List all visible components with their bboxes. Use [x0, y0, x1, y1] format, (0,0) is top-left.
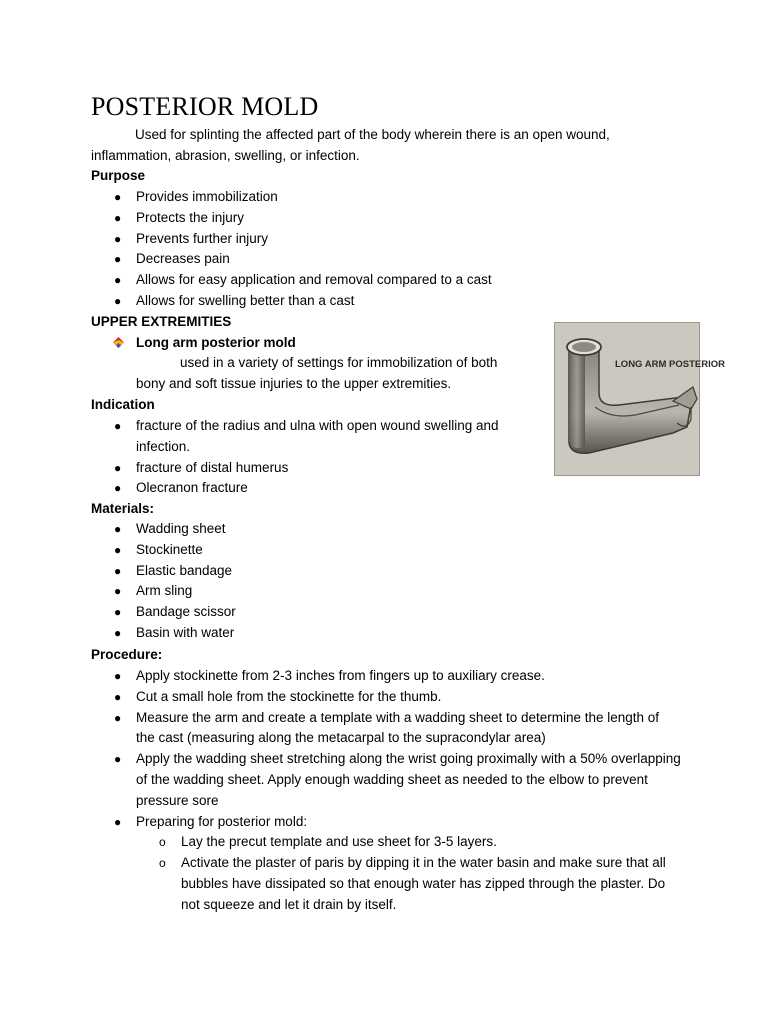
long-arm-description: used in a variety of settings for immobilization of both bony and soft tissue injuries to the upper extremities. [136, 355, 498, 391]
circle-bullet-icon: o [159, 835, 166, 850]
list-item: ● Cut a small hole from the stockinette for the thumb. [91, 687, 681, 708]
list-item: ● Bandage scissor [91, 602, 671, 623]
bullet-icon: ● [114, 625, 122, 640]
bullet-icon: ● [114, 542, 122, 557]
bullet-icon: ● [114, 710, 122, 725]
procedure-heading: Procedure: [91, 647, 163, 662]
purpose-list [91, 187, 671, 312]
materials-list [91, 519, 671, 644]
list-item: ● Stockinette [91, 540, 671, 561]
purpose-heading: Purpose [91, 168, 146, 183]
intro-paragraph: Used for splinting the affected part of the body wherein there is an open wound, inflammation, abrasion, swelling, or infection. [91, 127, 610, 163]
list-item: ● Olecranon fracture [91, 478, 521, 499]
procedure-list [91, 666, 681, 916]
bullet-icon: ● [114, 190, 122, 204]
page-title: POSTERIOR MOLD [91, 92, 319, 121]
list-item: ● Protects the injury [91, 208, 671, 229]
list-item: ● Decreases pain [91, 249, 671, 270]
long-arm-posterior-image [554, 322, 725, 476]
sub-list-item: o Activate the plaster of paris by dipping it in the water basin and make sure that all bubbles have dissipated so that enough water has zipped through the plaster. Do not squeeze and let it drain by itself. [159, 855, 666, 912]
bullet-icon: ● [114, 584, 122, 599]
bullet-icon: ● [114, 563, 122, 578]
upper-extremities-heading: UPPER EXTREMITIES [91, 314, 232, 329]
arm-mold-illustration [555, 323, 725, 475]
long-arm-subheading: Long arm posterior mold [136, 333, 296, 353]
bullet-icon: ● [114, 752, 122, 767]
list-item: ● Apply the wadding sheet stretching along the wrist going proximally with a 50% overlapping of the wadding sheet. Apply enough wadding sheet as needed to the elbow to prevent pressure sore [114, 751, 681, 808]
bullet-icon: ● [114, 293, 122, 308]
bullet-icon: ● [114, 419, 122, 433]
list-item: ● Allows for easy application and removal compared to a cast [91, 270, 671, 291]
list-item: ● Arm sling [91, 581, 671, 602]
list-item: ● Apply stockinette from 2-3 inches from fingers up to auxiliary crease. [91, 666, 681, 687]
bullet-icon: ● [114, 481, 122, 496]
arrow-bullet-icon [113, 337, 124, 348]
sub-list-item: o Lay the precut template and use sheet for 3-5 layers. [136, 832, 681, 853]
bullet-icon: ● [114, 273, 122, 288]
bullet-icon: ● [114, 669, 122, 683]
list-item: ● Prevents further injury [91, 229, 671, 250]
bullet-icon: ● [114, 522, 122, 536]
list-item: ● Preparing for posterior mold: o Lay the precut template and use sheet for 3-5 layers. o Activate the plaster of paris by dipping it in the water basin and make sure that all bubbles have dissipated so that enough water has zipped through the plaster. Do not squeeze and let it drain by itself. [91, 812, 681, 916]
bullet-icon: ● [114, 605, 122, 620]
list-item: ● Allows for swelling better than a cast [91, 291, 671, 312]
bullet-icon: ● [114, 210, 122, 225]
sub-list [136, 832, 681, 915]
bullet-icon: ● [114, 460, 122, 475]
indication-list [91, 416, 521, 499]
list-item: ● fracture of distal humerus [91, 458, 521, 479]
circle-bullet-icon: o [159, 856, 166, 871]
materials-heading: Materials: [91, 501, 155, 516]
bullet-icon: ● [114, 814, 122, 829]
list-item: ● Provides immobilization [91, 187, 671, 208]
figure-label: LONG ARM POSTERIOR [615, 359, 725, 370]
indication-heading: Indication [91, 397, 155, 412]
list-item: ● Wadding sheet [91, 519, 671, 540]
list-item: ● Measure the arm and create a template with a wadding sheet to determine the length of the cast (measuring along the metacarpal to the supracondylar area) [114, 709, 660, 746]
bullet-icon: ● [114, 231, 122, 246]
bullet-icon: ● [114, 252, 122, 267]
list-item: ● Basin with water [91, 623, 671, 644]
list-item: ● Elastic bandage [91, 561, 671, 582]
list-item: ● fracture of the radius and ulna with open wound swelling and infection. [114, 418, 499, 454]
bullet-icon: ● [114, 689, 122, 704]
